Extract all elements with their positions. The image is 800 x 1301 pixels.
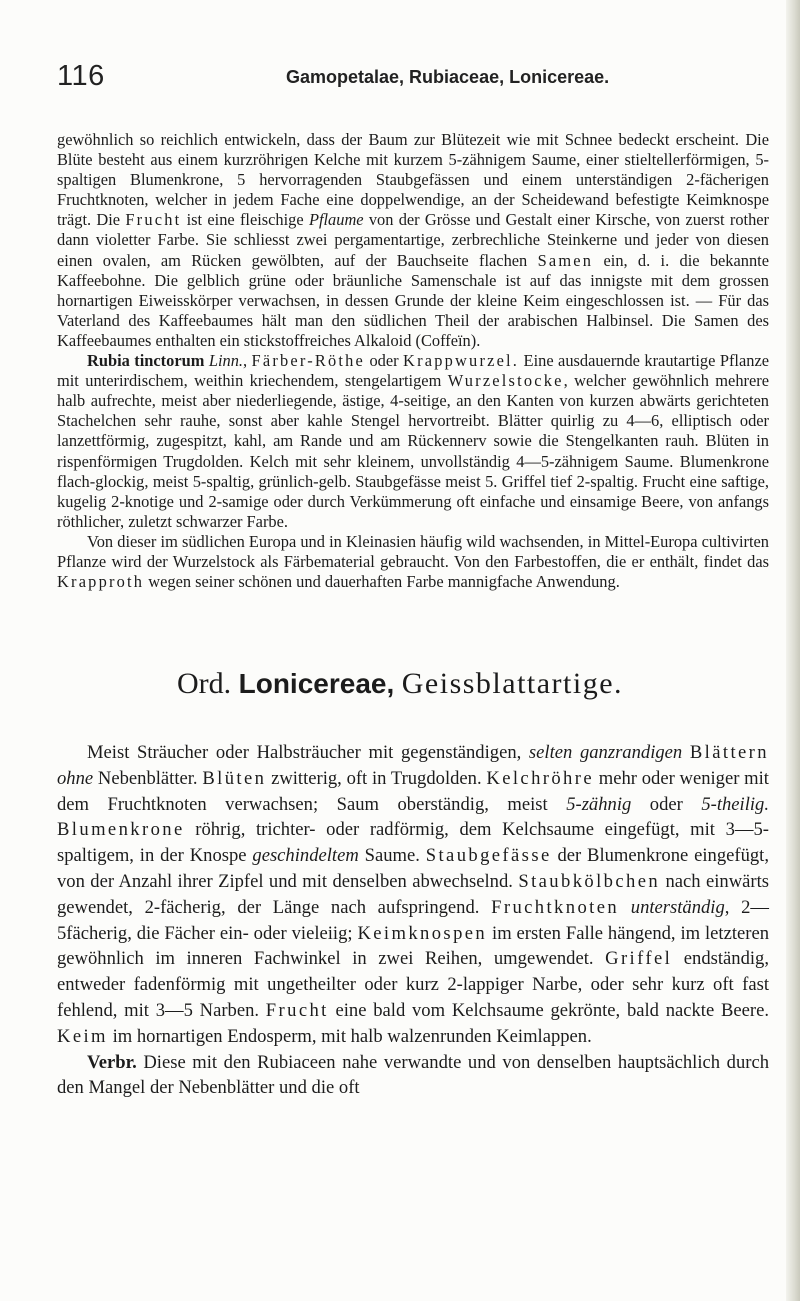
page-header [57,60,757,102]
term-krapproth: Krapproth [57,572,145,592]
order-name: Lonicereae, [238,668,395,699]
term-samen: Samen [537,250,594,270]
term-pflaume: Pflaume [308,210,364,230]
order-prefix: Ord. [176,667,232,700]
common-name-2: Krappwurzel. [403,351,520,371]
rubia-paragraph: Rubia tinctorum Linn., Färber-Röthe oder Krappwurzel. Eine ausdauernde krautartige Pflanze mit unterirdischem, weithin kriechendem, stengelartigem Wurzelstocke, welcher gewöhnlich mehrere halb aufrechte, meist aber niederliegende, ästige, 4-seitige, an den Kanten von kurzen abwärts gerichteten Stachelchen sehr rauhe, sonst aber kahle Stengel hervortreibt. Blätter quirlig zu 4—6, elliptisch oder lanzettförmig, zugespitzt, kahl, am Rande und am Rückennerv sowie die Stengelkanten rauh. Blüten in rispenförmigen Trugdolden. Kelch mit sehr kleinem, unvollständig 4—5-zähnigem Saume. Blumenkrone flach-glockig, meist 5-spaltig, grünlich-gelb. Staubgefässe meist 5. Griffel tief 2-spaltig. Frucht eine saftige, kugelig 2-knotige und 2-samige oder durch Verkümmerung oft einfache und einsamige Beere, von anfangs röthlicher, zuletzt schwarzer Farbe. [57,351,769,531]
species-author: Linn. [208,351,243,371]
term-frucht: Frucht [125,210,182,230]
species-name: Rubia tinctorum [87,351,205,371]
page-edge [786,0,800,1301]
distribution-paragraph: Verbr. Diese mit den Rubiaceen nahe verwandte und von denselben hauptsächlich durch den Mangel der Nebenblätter und die oft [57,1051,769,1099]
common-name: Färber-Röthe [251,351,366,371]
verbr-label: Verbr. [87,1051,137,1073]
description-paragraph: Meist Sträucher oder Halbsträucher mit gegenständigen, selten ganzrandigen Blättern ohne Nebenblätter. Blüten zwitterig, oft in Trugdolden. Kelchröhre mehr oder weniger mit dem Fruchtknoten verwachsen; Saum oberständig, meist 5-zähnig oder 5-theilig. Blumenkrone röhrig, trichter- oder radförmig, dem Kelchsaume eingefügt, mit 3—5-spaltigem, in der Knospe geschindeltem Saume. Staubgefässe der Blumenkrone eingefügt, von der Anzahl ihrer Zipfel und mit denselben abwechselnd. Staubkölbchen nach einwärts gewendet, 2-fächerig, der Länge nach aufspringend. Fruchtknoten unterständig, 2—5fächerig, die Fächer ein- oder vieleiig; Keimknospen im ersten Falle hängend, im letzteren gewöhnlich im inneren Fachwinkel in zwei Reihen, umgewendet. Griffel endständig, entweder fadenförmig mit ungetheilter oder kurz 2-lappiger Narbe, oder sehr kurz oft fast fehlend, mit 3—5 Narben. Frucht eine bald vom Kelchsaume gekrönte, bald nackte Beere. Keim im hornartigen Endosperm, mit halb walzenrunden Keimlappen. [57,742,770,1047]
running-head: Gamopetalae, Rubiaceae, Lonicereae. [286,67,610,87]
small-print-text [57,130,769,592]
rubia-usage-paragraph: Von dieser im südlichen Europa und in Kleinasien häufig wild wachsenden, in Mittel-Europa cultivirten Pflanze wird der Wurzelstock als Färbematerial gebraucht. Von den Farbestoffen, die er enthält, findet das Krapproth wegen seiner schönen und dauerhaften Farbe mannigfache Anwendung. [57,531,769,592]
coffee-paragraph: gewöhnlich so reichlich entwickeln, dass der Baum zur Blütezeit wie mit Schnee bedeckt erscheint. Die Blüte besteht aus einem kurzröhrigen Kelche mit kurzem 5-zähnigem Saume, einer stieltellerförmigen, 5-spaltigen Blumenkrone, 5 hervorragenden Staubgefässen und einem unterständigen 2-fächerigen Fruchtknoten, welcher in jedem Fache eine doppelwendige, an der Scheidewand befestigte Keimknospe trägt. Die Frucht ist eine fleischige Pflaume von der Grösse und Gestalt einer Kirsche, von zuerst rother dann violetter Farbe. Sie schliesst zwei pergamentartige, zerbrechliche Steinkerne und jeder von diesen einen ovalen, am Rücken gewölbten, auf der Bauchseite flachen Samen ein, d. i. die bekannte Kaffeebohne. Die gelblich grüne oder bräunliche Samenschale ist auf das innigste mit dem grossen hornartigen Eiweisskörper verwachsen, in dessen Grunde der kleine Keim eingeschlossen ist. — Für das Vaterland des Kaffeebaumes hält man den südlichen Theil der arabischen Halbinsel. Die Samen des Kaffeebaumes enthalten ein stickstoffreiches Alkaloid (Coffeïn). [57,130,770,350]
term-wurzelstocke: Wurzelstocke [447,371,564,391]
order-description [57,740,769,1101]
order-heading [0,667,800,701]
order-german-name: Geissblattartige. [401,667,624,700]
page-number: 116 [57,60,105,92]
